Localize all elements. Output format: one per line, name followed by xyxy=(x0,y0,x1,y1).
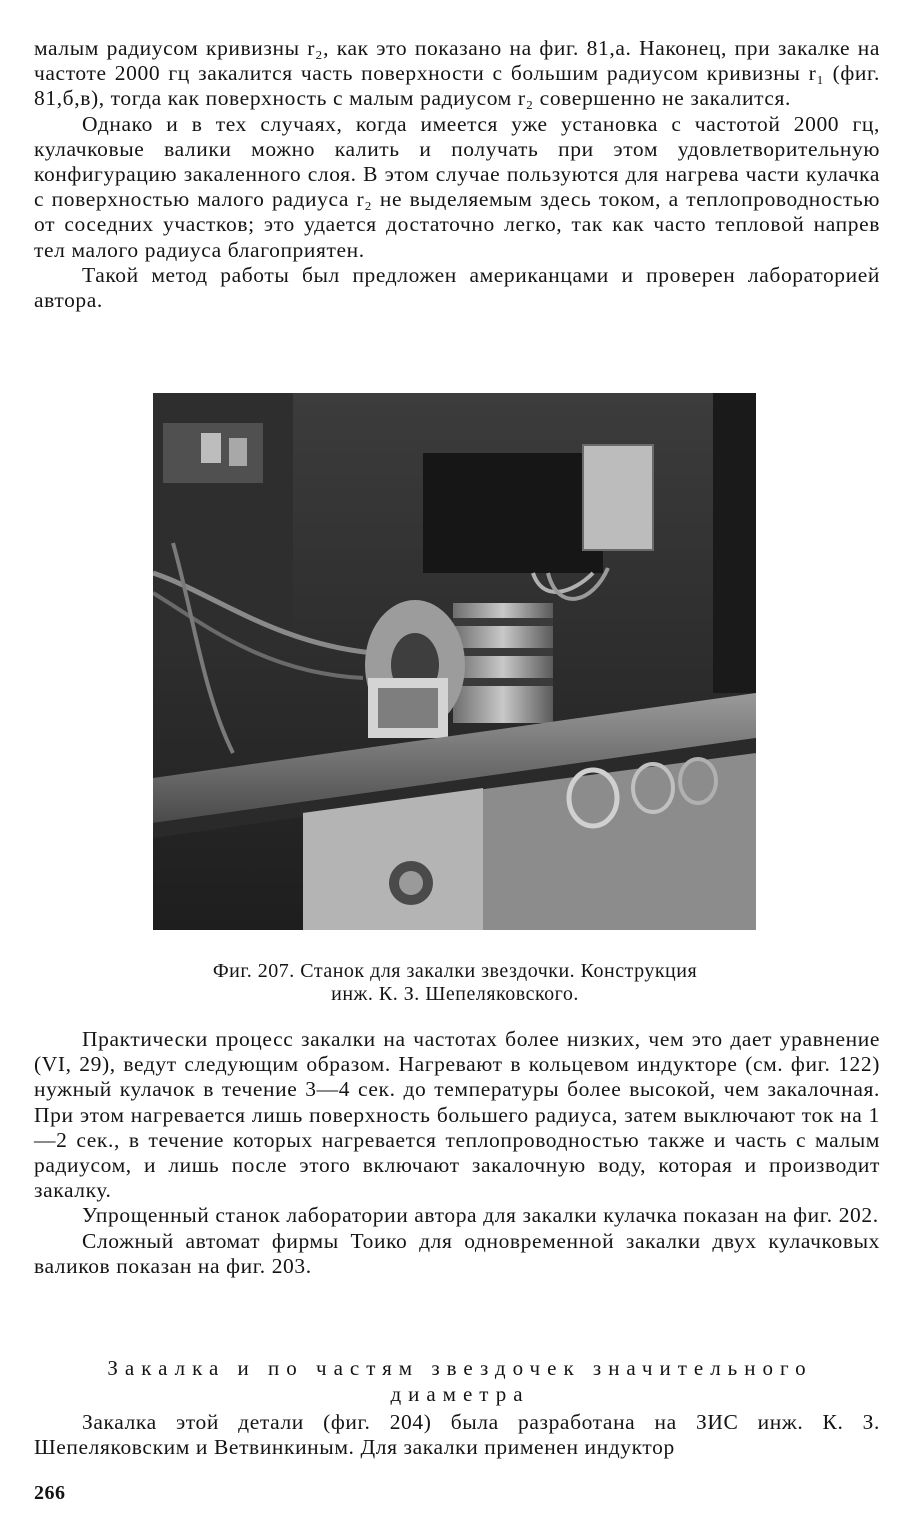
top-text-block xyxy=(34,36,880,313)
section-heading xyxy=(60,1355,860,1407)
paragraph-bottom-1: Закалка этой детали (фиг. 204) была разработана на ЗИС инж. К. З. Шепеляковским и Ветвинкиным. Для закалки применен индуктор xyxy=(34,1410,880,1460)
paragraph-top-1: малым радиусом кривизны r₂, как это показано на фиг. 81,а. Наконец, при закалке на частоте 2000 гц закалится часть поверхности с большим радиусом кривизны r₁ (фиг. 81,б,в), тогда как поверхность с малым радиусом r₂ совершенно не закалится. xyxy=(34,36,880,111)
paragraph-mid-2: Упрощенный станок лаборатории автора для закалки кулачка показан на фиг. 202. xyxy=(82,1203,879,1228)
figure-photo xyxy=(153,393,756,930)
paragraph-mid-1: Практически процесс закалки на частотах более низких, чем это дает уравнение (VI, 29), ведут следующим образом. Нагревают в кольцевом индукторе (см. фиг. 122) нужный кулачок в течение 3—4 сек. до температуры более высокой, чем закалочная. При этом нагревается лишь поверхность большего радиуса, затем выключают ток на 1—2 сек., в течение которых нагревается теплопроводностью также и часть с малым радиусом, и лишь после этого включают закалочную воду, которая и производит закалку. xyxy=(34,1027,880,1203)
section-heading-line-2: диаметра xyxy=(390,1382,530,1406)
page-number: 266 xyxy=(34,1482,66,1504)
bottom-text-block xyxy=(34,1410,880,1460)
caption-line-2: инж. К. З. Шепеляковского. xyxy=(331,983,579,1005)
paragraph-mid-3: Сложный автомат фирмы Тоико для одновременной закалки двух кулачковых валиков показан на фиг. 203. xyxy=(34,1228,880,1278)
machine-photo-icon xyxy=(153,393,756,930)
figure-caption xyxy=(140,960,770,1006)
paragraph-top-3: Такой метод работы был предложен американцами и проверен лабораторией автора. xyxy=(34,262,880,313)
paragraph-top-2: Однако и в тех случаях, когда имеется уже установка с частотой 2000 гц, кулачковые валики можно калить и получать при этом удовлетворительную конфигурацию закаленного слоя. В этом случае пользуются для нагрева части кулачка с поверхностью малого радиуса r₂ не выделяемым здесь током, а теплопроводностью от соседних участков; это удается достаточно легко, так как часто тепловой напрев тел малого радиуса благоприятен. xyxy=(34,111,880,262)
caption-line-1: Фиг. 207. Станок для закалки звездочки. Конструкция xyxy=(212,960,698,982)
section-heading-line-1: Закалка и по частям звездочек значительного xyxy=(107,1356,813,1380)
middle-text-block xyxy=(34,1027,880,1279)
